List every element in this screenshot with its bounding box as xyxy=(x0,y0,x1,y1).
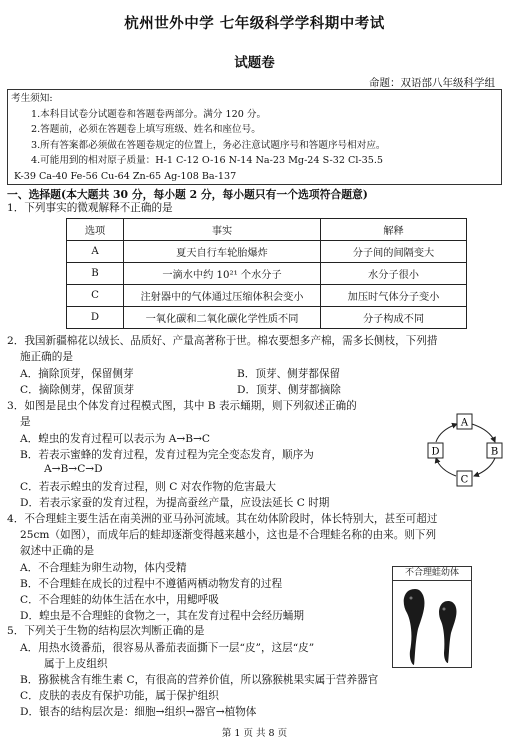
notice-item-1: 1.本科目试卷分试题卷和答题卷两部分。满分 120 分。 xyxy=(31,108,267,120)
table-cell: 注射器中的气体通过压缩体积会变小 xyxy=(124,285,321,307)
q2-option-a: A．摘除顶芽，保留侧芽 xyxy=(20,368,134,380)
q3-option-c: C．若表示蝗虫的发育过程，则 C 对农作物的危害最大 xyxy=(20,481,277,493)
q2-option-c: C．摘除侧芽，保留顶芽 xyxy=(20,384,135,396)
q4-stem-line2: 25cm（如图），而成年后的蛙却逐渐变得越来越小，这也是不合理蛙名称的由来。则下列 xyxy=(20,529,437,541)
q5-option-a-line1: A．用热水烫番茄，很容易从番茄表面撕下一层“皮”，这层“皮” xyxy=(20,642,315,654)
q4-option-c: C．不合理蛙的幼体生活在水中，用鳃呼吸 xyxy=(20,594,219,606)
notice-item-4: 4.可能用到的相对原子质量：H-1 C-12 O-16 N-14 Na-23 Mg-24 S-32 Cl-35.5 xyxy=(31,155,383,167)
q4-stem-line1: 4．不合理蛙主要生活在南美洲的亚马孙河流域。其在幼体阶段时，体长特别大，甚至可超过 xyxy=(7,513,438,525)
q5-stem: 5．下列关于生物的结构层次判断正确的是 xyxy=(7,625,205,637)
table-row xyxy=(67,263,467,285)
tadpole-shape xyxy=(404,589,425,665)
q3-stem-line1: 3．如图是昆虫个体发育过程模式图，其中 B 表示蛹期，则下列叙述正确的 xyxy=(7,400,357,412)
table-cell: C xyxy=(67,285,124,307)
table-cell: 加压时气体分子变小 xyxy=(321,285,467,307)
cycle-node-b: B xyxy=(490,446,499,458)
tadpole-eye xyxy=(410,597,413,600)
table-header-cell: 解释 xyxy=(321,219,467,241)
q4-option-d: D．蝗虫是不合理蛙的食物之一，其在发育过程中会经历蛹期 xyxy=(20,610,304,622)
table-row xyxy=(67,241,467,263)
q2-option-b: B．顶芽、侧芽都保留 xyxy=(237,368,341,380)
table-cell: A xyxy=(67,241,124,263)
tadpole-figure xyxy=(392,566,472,668)
q4-stem-line3: 叙述中正确的是 xyxy=(20,545,95,557)
page-footer: 第 1 页 共 8 页 xyxy=(221,728,288,739)
exam-subtitle: 试题卷 xyxy=(234,55,275,71)
section-heading: 一、选择题(本大题共 30 分，每小题 2 分，每小题只有一个选项符合题意) xyxy=(7,188,368,201)
q3-stem-line2: 是 xyxy=(20,416,31,428)
table-cell: 水分子很小 xyxy=(321,263,467,285)
cycle-arrow xyxy=(474,458,495,476)
cycle-arrow xyxy=(436,458,456,476)
notice-heading: 考生须知: xyxy=(11,93,53,104)
q3-option-b-line1: B．若表示蜜蜂的发育过程，发育过程为完全变态发育，顺序为 xyxy=(20,449,314,461)
cycle-arrow xyxy=(436,424,457,442)
table-cell: 一滴水中约 10²¹ 个水分子 xyxy=(124,263,321,285)
figure-label: 不合理蛙幼体 xyxy=(393,567,471,581)
q2-stem-line1: 2．我国新疆棉花以绒长、品质好、产量高著称于世。棉农要想多产棉，需多长侧枝，下列措 xyxy=(7,335,438,347)
exam-title: 杭州世外中学 七年级科学学科期中考试 xyxy=(124,15,385,32)
q4-option-a: A．不合理蛙为卵生动物，体内受精 xyxy=(20,562,187,574)
q5-option-b: B．猕猴桃含有维生素 C，有很高的营养价值，所以猕猴桃果实属于营养器官 xyxy=(20,674,379,686)
table-cell: 一氧化碳和二氧化碳化学性质不同 xyxy=(124,307,321,329)
notice-item-2: 2.答题前，必须在答题卷上填写班级、姓名和座位号。 xyxy=(31,124,261,136)
q3-option-a: A．蝗虫的发育过程可以表示为 A→B→C xyxy=(20,433,211,445)
table-cell: 分子构成不同 xyxy=(321,307,467,329)
table-header-row xyxy=(67,219,467,241)
q4-option-b: B．不合理蛙在成长的过程中不遵循两栖动物发育的过程 xyxy=(20,578,283,590)
q1-stem: 1．下列事实的微观解释不正确的是 xyxy=(7,202,173,214)
table-row xyxy=(67,285,467,307)
cycle-node-c: C xyxy=(460,474,469,486)
table-header-cell: 事实 xyxy=(124,219,321,241)
cycle-node-d: D xyxy=(431,446,440,458)
insect-cycle-diagram xyxy=(420,410,509,490)
table-cell: B xyxy=(67,263,124,285)
tadpole-shape xyxy=(439,601,456,663)
q2-option-d: D．顶芽、侧芽都摘除 xyxy=(237,384,341,396)
tadpole-eye xyxy=(443,608,446,611)
table-cell: 夏天自行车轮胎爆炸 xyxy=(124,241,321,263)
q5-option-d: D．银杏的结构层次是：细胞→组织→器官→植物体 xyxy=(20,706,257,718)
author-line: 命题：双语部八年级科学组 xyxy=(369,77,495,89)
tadpole-illustration xyxy=(393,581,471,668)
q3-option-b-line2: A→B→C→D xyxy=(44,463,103,475)
notice-box xyxy=(7,89,502,185)
cycle-node-a: A xyxy=(460,417,469,429)
table-cell: D xyxy=(67,307,124,329)
q2-stem-line2: 施正确的是 xyxy=(20,351,73,363)
notice-item-5: K-39 Ca-40 Fe-56 Cu-64 Zn-65 Ag-108 Ba-137 xyxy=(14,170,237,182)
cycle-arrow xyxy=(472,424,495,442)
table-header-cell: 选项 xyxy=(67,219,124,241)
table-row xyxy=(67,307,467,329)
q1-table xyxy=(66,218,467,329)
notice-item-3: 3.所有答案都必须做在答题卷规定的位置上，务必注意试题序号和答题序号相对应。 xyxy=(31,139,386,151)
q5-option-c: C．皮肤的表皮有保护功能，属于保护组织 xyxy=(20,690,219,702)
q5-option-a-line2: 属于上皮组织 xyxy=(44,658,108,670)
table-cell: 分子间的间隔变大 xyxy=(321,241,467,263)
q3-option-d: D．若表示家蚕的发育过程，为提高蚕丝产量，应设法延长 C 时期 xyxy=(20,497,330,509)
